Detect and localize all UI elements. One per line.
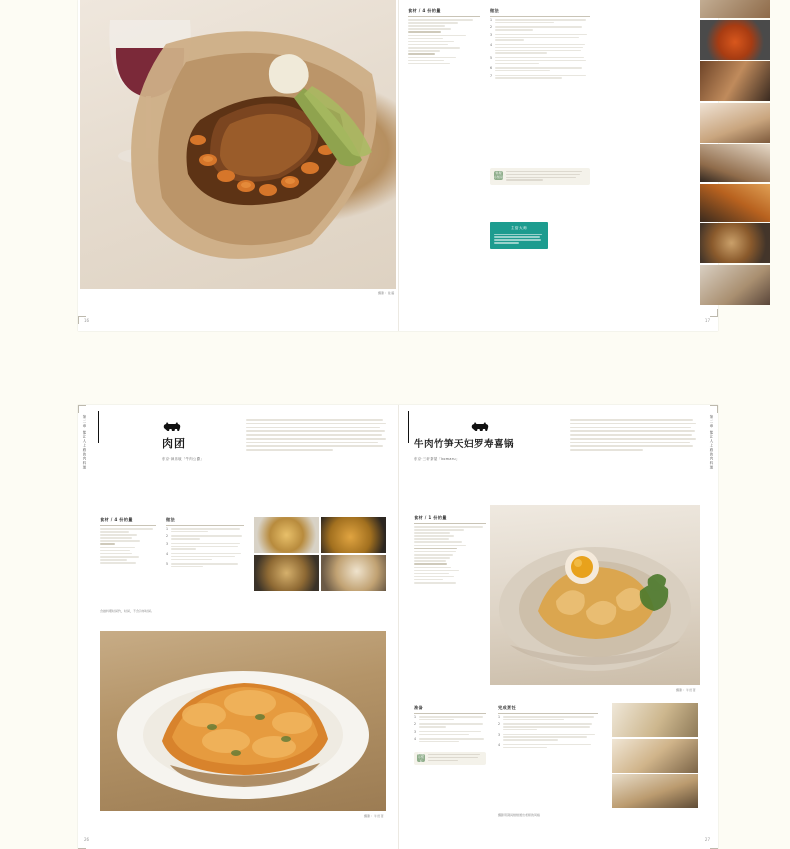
ingredients-block (408, 8, 480, 66)
crop-mark (78, 405, 86, 406)
step-photo (612, 739, 698, 773)
folio-left-2: 26 (84, 837, 90, 842)
recipe-title-right: 牛肉竹笋天妇罗寿喜锅 (414, 439, 515, 450)
step-photo (612, 774, 698, 808)
dish-photo-main (80, 0, 396, 289)
step-photo (700, 144, 770, 182)
spread-gutter (398, 405, 399, 849)
recipe-intro-right (570, 419, 696, 453)
finish-item: 1 (498, 716, 598, 722)
prep-item: 1 (414, 716, 486, 722)
ingredients-heading: 食材 / 4 份的量 (408, 8, 480, 17)
step-photo (700, 20, 770, 60)
tip-box-right (414, 752, 486, 765)
finish-heading: 完成烹饪 (498, 705, 598, 714)
step-photo-grid-left (254, 517, 386, 591)
tip-icon: 料理 小知识 (417, 752, 424, 763)
cow-icon (162, 421, 182, 432)
steps-block-left (166, 517, 244, 571)
step-item: 1 (490, 19, 590, 25)
step-photo (254, 555, 319, 591)
step-item: 4 (166, 553, 244, 561)
cow-icon (470, 421, 490, 432)
crop-mark (78, 316, 86, 317)
recipe-byline-right: 东京·三轩茶屋「komaru」 (414, 457, 460, 461)
prep-block (414, 705, 486, 763)
step-photo-strip (700, 0, 770, 305)
dish-photo-right (490, 505, 700, 685)
crop-mark (78, 316, 79, 324)
folio-right-2: 27 (704, 837, 710, 842)
ingredients-heading: 食材 / 4 份的量 (100, 517, 156, 526)
ingredients-list (414, 526, 486, 584)
step-item: 5 (490, 57, 590, 65)
step-photo (700, 61, 770, 101)
step-photo (700, 184, 770, 222)
ingredients-block-right (414, 515, 486, 585)
crop-mark (717, 405, 718, 413)
tip-text (506, 171, 586, 182)
prep-item: 4 (414, 738, 486, 744)
recipe-byline-left: 东京·神乐坂「牛肉公爵」 (162, 457, 204, 461)
step-item: 6 (490, 67, 590, 73)
steps-block (490, 8, 590, 82)
step-item: 3 (490, 34, 590, 42)
step-item: 2 (490, 26, 590, 32)
callout-title: 主厨大师 (510, 226, 528, 230)
steps-heading: 做法 (490, 8, 590, 17)
step-photo (254, 517, 319, 553)
crop-mark (78, 405, 79, 413)
folio-right: 17 (704, 318, 710, 323)
folio-left: 16 (84, 318, 90, 323)
chapter-side-text-right: 第二章 能让人上瘾的肉料理 (709, 415, 713, 470)
finish-item: 3 (498, 734, 598, 742)
spread-bottom (78, 405, 718, 849)
photo-caption: 摄影：佐藤 (378, 291, 395, 295)
spread-top (78, 0, 718, 331)
step-photo (700, 223, 770, 263)
step-item: 7 (490, 75, 590, 81)
step-item: 5 (166, 563, 244, 569)
step-photo (321, 517, 386, 553)
photo-caption-left: 摄影：牛田苍 (364, 814, 384, 818)
prep-heading: 准备 (414, 705, 486, 714)
steps-heading: 做法 (166, 517, 244, 526)
step-item: 2 (166, 535, 244, 541)
step-photo (700, 265, 770, 305)
tip-text (428, 754, 483, 762)
spread-gutter (398, 0, 399, 331)
crop-mark (717, 309, 718, 317)
step-photo (612, 703, 698, 737)
recipe-intro-left (246, 419, 386, 453)
finish-item: 2 (498, 723, 598, 731)
step-photo (321, 555, 386, 591)
bottom-note-right: 摄影用餐具细细道出老师的风格 (498, 813, 541, 817)
step-item: 4 (490, 44, 590, 55)
tip-box (490, 168, 590, 185)
title-rule-right (408, 411, 409, 443)
title-rule (98, 411, 99, 443)
photo-caption-right: 摄影：牛田苍 (676, 688, 696, 692)
recipe-note-left: 含做料理时间约，时间，不含冷却时间。 (100, 609, 155, 613)
step-item: 3 (166, 543, 244, 551)
chef-callout (490, 222, 548, 249)
prep-item: 2 (414, 723, 486, 729)
finish-block (498, 705, 598, 751)
ingredients-list (408, 19, 480, 64)
step-item: 1 (166, 528, 244, 534)
step-photo (700, 0, 770, 18)
recipe-title-left: 肉团 (162, 437, 186, 450)
chapter-side-text: 第二章 能让人上瘾的肉料理 (82, 415, 86, 470)
ingredients-block-left (100, 517, 156, 565)
tip-icon: 料理 小知识 (494, 171, 504, 179)
step-photo (700, 103, 770, 143)
finish-item: 4 (498, 744, 598, 750)
step-photo-strip-right (612, 703, 698, 808)
ingredients-list (100, 528, 156, 564)
prep-item: 3 (414, 731, 486, 737)
dish-photo-left (100, 631, 386, 811)
ingredients-heading: 食材 / 1 份的量 (414, 515, 486, 524)
